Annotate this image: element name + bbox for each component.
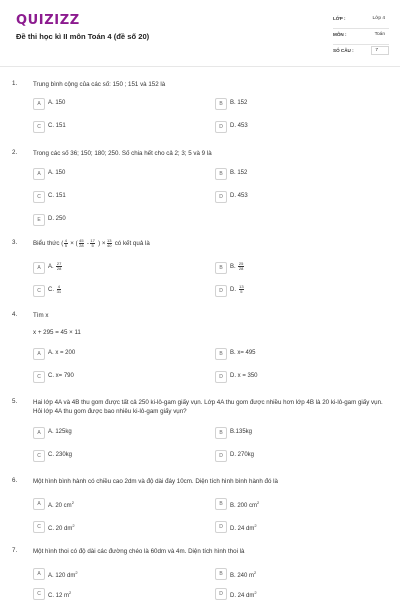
question-number: 1.	[12, 80, 18, 87]
option-c[interactable]	[33, 588, 193, 600]
option-c[interactable]	[33, 191, 193, 203]
option-c[interactable]	[33, 371, 193, 383]
superscript: 2	[254, 590, 257, 595]
option-text: D. 270kg	[230, 452, 255, 458]
option-letter: A	[33, 348, 45, 360]
question-number: 5.	[12, 398, 18, 405]
meta-value: Lớp 4	[372, 16, 385, 21]
option-letter: A	[33, 427, 45, 439]
meta-value: Toán	[374, 32, 385, 37]
denominator: 40	[107, 243, 112, 248]
option-b[interactable]	[215, 427, 375, 439]
option-letter: C	[33, 450, 45, 462]
numerator: 25	[238, 261, 244, 266]
option-value: A. 120 dm	[48, 573, 76, 579]
fraction	[56, 262, 61, 271]
superscript: 2	[69, 590, 72, 595]
option-b[interactable]	[215, 168, 375, 180]
option-text	[48, 500, 74, 509]
option-letter: D	[215, 521, 227, 533]
option-text: A. x = 200	[48, 350, 76, 356]
superscript: 2	[254, 570, 257, 575]
option-text	[48, 523, 75, 532]
option-d[interactable]	[215, 285, 375, 297]
option-a[interactable]	[33, 427, 193, 439]
page-title: Đề thi học kì II môn Toán 4 (đề số 20)	[16, 32, 150, 41]
option-letter: D	[215, 588, 227, 600]
superscript: 2	[72, 523, 75, 528]
option-letter: B	[215, 168, 227, 180]
option-letter: B	[215, 427, 227, 439]
meta-label: SỐ CÂU :	[333, 48, 354, 53]
option-letter: D	[215, 191, 227, 203]
option-text: B.135kg	[230, 429, 253, 435]
quizizz-logo: QUIZIZZ	[16, 13, 80, 28]
question-number: 4.	[12, 311, 18, 318]
option-letter: A	[33, 498, 45, 510]
option-b[interactable]	[215, 568, 375, 580]
option-text: D. x = 350	[230, 373, 258, 379]
option-letter: B	[215, 98, 227, 110]
question-text-prefix: Biểu thức	[33, 240, 60, 248]
option-letter: A	[33, 168, 45, 180]
option-b[interactable]	[215, 262, 375, 274]
question-number: 2.	[12, 149, 18, 156]
option-a[interactable]	[33, 98, 193, 110]
numerator: 4	[64, 238, 68, 243]
option-text: B. x= 495	[230, 350, 256, 356]
option-text: C. x= 790	[48, 373, 74, 379]
option-text	[230, 262, 245, 271]
option-text: B. 152	[230, 170, 248, 176]
option-text	[230, 523, 257, 532]
option-letter: B	[215, 568, 227, 580]
option-text: C. 230kg	[48, 452, 73, 458]
meta-label: LỚP :	[333, 16, 346, 21]
option-letter: C	[33, 371, 45, 383]
option-b[interactable]	[215, 348, 375, 360]
option-text	[230, 285, 245, 294]
option-letter: B	[215, 262, 227, 274]
option-letter: C	[33, 191, 45, 203]
question-number: 3.	[12, 239, 18, 246]
option-a[interactable]	[33, 262, 193, 274]
numerator: 13	[239, 284, 244, 289]
numerator: 4	[57, 284, 61, 289]
expression-op: (	[61, 240, 64, 248]
option-label: D.	[230, 287, 236, 294]
expression-op: ) ×	[98, 240, 106, 248]
denominator: 28	[56, 266, 62, 271]
option-text: D. 250	[48, 216, 66, 222]
denominator: 31	[56, 289, 62, 294]
option-letter: C	[33, 285, 45, 297]
option-text	[230, 590, 257, 599]
question-text: Tìm x	[33, 312, 49, 319]
option-letter: D	[215, 285, 227, 297]
option-b[interactable]	[215, 98, 375, 110]
denominator: 28	[79, 243, 84, 248]
option-text: A. 125kg	[48, 429, 72, 435]
option-text	[230, 570, 256, 579]
expression-op: × (	[70, 240, 78, 248]
option-text	[48, 570, 78, 579]
option-letter: C	[33, 588, 45, 600]
question-number: 6.	[12, 477, 18, 484]
question-text	[33, 239, 383, 248]
fraction	[107, 239, 112, 248]
header	[0, 0, 400, 64]
option-a[interactable]	[33, 348, 193, 360]
option-text	[48, 285, 62, 294]
question-text: Một hình thoi có độ dài các đường chéo là 60dm và 4m. Diện tích hình thoi là	[33, 548, 245, 555]
denominator: 5	[91, 243, 94, 248]
option-text: A. 150	[48, 170, 66, 176]
question-text: Trong các số 36; 150; 180; 250. Số chia hết cho cả 2; 3; 5 và 9 là	[33, 150, 212, 157]
option-c[interactable]	[33, 121, 193, 133]
option-text: D. 453	[230, 123, 248, 129]
question-text: Trung bình cộng của các số: 150 ; 151 và 152 là	[33, 81, 166, 88]
option-letter: A	[33, 262, 45, 274]
option-a[interactable]	[33, 498, 193, 510]
fraction	[64, 239, 67, 248]
question-text: Hai lớp 4A và 4B thu gom được tất cả 250 ki-lô-gam giấy vụn. Lớp 4A thu gom được nhiều hơn lớp 4B là 20 ki-lô-gam giấy vụn. Hỏi lớp 4A thu gom được bao nhiêu ki-lô-gam giấy vụn?	[33, 399, 383, 415]
option-value: C. 20 dm	[48, 526, 73, 532]
option-value: C. 12 m	[48, 593, 70, 599]
denominator: 28	[238, 266, 244, 271]
option-text: C. 151	[48, 123, 66, 129]
superscript: 2	[254, 523, 257, 528]
superscript: 2	[71, 500, 74, 505]
meta-label: MÔN :	[333, 32, 347, 37]
option-value: D. 24 dm	[230, 593, 255, 599]
option-text	[48, 262, 63, 271]
option-text	[230, 500, 259, 509]
question-equation: x + 295 = 45 × 11	[33, 329, 81, 336]
numerator: 13	[107, 238, 112, 243]
meta-value: 7	[371, 46, 389, 55]
option-d[interactable]	[215, 521, 375, 533]
meta-row-question-count	[333, 45, 389, 60]
fraction	[57, 285, 61, 294]
option-label: B.	[230, 264, 236, 271]
option-d[interactable]	[215, 588, 375, 600]
option-value: A. 20 cm	[48, 503, 72, 509]
option-value: B. 240 m	[230, 573, 255, 579]
option-letter: C	[33, 121, 45, 133]
option-letter: D	[215, 450, 227, 462]
question-text: Một hình bình hành có chiều cao 2dm và độ dài đáy 10cm. Diện tích hình bình hành đó là	[33, 478, 278, 485]
expression-op: -	[86, 240, 89, 248]
fraction	[90, 239, 95, 248]
fraction	[79, 239, 84, 248]
superscript: 2	[75, 570, 78, 575]
option-c[interactable]	[33, 285, 193, 297]
option-d[interactable]	[215, 191, 375, 203]
fraction	[238, 262, 243, 271]
option-text: C. 151	[48, 193, 66, 199]
option-c[interactable]	[33, 521, 193, 533]
question-text-suffix: có kết quả là	[114, 240, 150, 248]
numerator: 45	[79, 238, 84, 243]
option-letter: D	[215, 371, 227, 383]
denominator: 5	[240, 289, 243, 294]
option-letter: B	[215, 348, 227, 360]
superscript: 2	[257, 500, 260, 505]
option-a[interactable]	[33, 568, 193, 580]
option-text	[48, 590, 71, 599]
option-c[interactable]	[33, 450, 193, 462]
option-letter: D	[215, 121, 227, 133]
meta-info	[333, 13, 389, 60]
numerator: 17	[90, 238, 95, 243]
option-d[interactable]	[215, 121, 375, 133]
option-value: D. 24 dm	[230, 526, 255, 532]
option-text: B. 152	[230, 100, 248, 106]
option-e[interactable]	[33, 214, 193, 226]
divider	[0, 66, 400, 67]
denominator: 5	[64, 243, 68, 248]
numerator: 27	[56, 261, 62, 266]
question-number: 7.	[12, 547, 18, 554]
option-letter: A	[33, 98, 45, 110]
option-text: A. 150	[48, 100, 66, 106]
meta-row-subject	[333, 29, 389, 45]
option-value: B. 200 cm	[230, 503, 258, 509]
option-letter: B	[215, 498, 227, 510]
option-text: D. 453	[230, 193, 248, 199]
option-a[interactable]	[33, 168, 193, 180]
option-d[interactable]	[215, 450, 375, 462]
option-label: A.	[48, 264, 54, 271]
option-label: C.	[48, 287, 54, 294]
fraction	[239, 285, 244, 294]
option-letter: E	[33, 214, 45, 226]
option-d[interactable]	[215, 371, 375, 383]
meta-row-class	[333, 13, 389, 29]
option-b[interactable]	[215, 498, 375, 510]
option-letter: A	[33, 568, 45, 580]
option-letter: C	[33, 521, 45, 533]
